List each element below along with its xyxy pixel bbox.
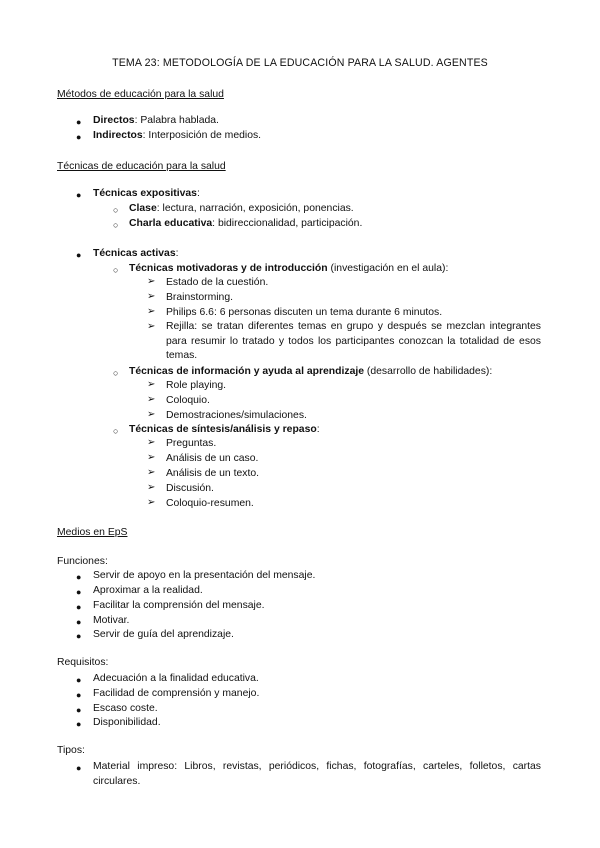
list-item: Brainstorming. (166, 292, 233, 303)
list-item: Coloquio-resumen. (166, 498, 254, 509)
list-item: Técnicas activas: (93, 248, 179, 259)
list-item: Aproximar a la realidad. (93, 585, 203, 596)
page-title: TEMA 23: METODOLOGÍA DE LA EDUCACIÓN PARA LA SALUD. AGENTES (112, 57, 488, 69)
circle-bullet-icon: ○ (113, 368, 119, 378)
list-item: Charla educativa: bidireccionalidad, participación. (129, 218, 363, 229)
arrow-bullet-icon: ➢ (147, 409, 156, 420)
list-item: Motivar. (93, 615, 130, 626)
list-item: Indirectos: Interposición de medios. (93, 130, 262, 141)
bullet-icon: ● (76, 190, 82, 200)
bullet-icon: ● (76, 631, 82, 641)
bullet-icon: ● (76, 132, 82, 142)
arrow-bullet-icon: ➢ (147, 306, 156, 317)
circle-bullet-icon: ○ (113, 220, 119, 230)
bullet-icon: ● (76, 617, 82, 627)
circle-bullet-icon: ○ (113, 426, 119, 436)
list-item: Servir de apoyo en la presentación del mensaje. (93, 570, 316, 581)
bullet-icon: ● (76, 602, 82, 612)
bullet-icon: ● (76, 690, 82, 700)
arrow-bullet-icon: ➢ (147, 394, 156, 405)
heading-tecnicas: Técnicas de educación para la salud (57, 161, 226, 172)
bullet-icon: ● (76, 572, 82, 582)
list-item: Técnicas motivadoras y de introducción (investigación en el aula): (129, 263, 449, 274)
list-item: Demostraciones/simulaciones. (166, 410, 307, 421)
list-item: Facilitar la comprensión del mensaje. (93, 600, 265, 611)
heading-metodos: Métodos de educación para la salud (57, 89, 224, 100)
bullet-icon: ● (76, 250, 82, 260)
list-item: Facilidad de comprensión y manejo. (93, 688, 260, 699)
list-item: Material impreso: Libros, revistas, periódicos, fichas, fotografías, carteles, folletos, cartas circulares. (93, 761, 541, 787)
heading-medios: Medios en EpS (57, 527, 128, 538)
list-item: Escaso coste. (93, 703, 158, 714)
list-item: Técnicas expositivas: (93, 188, 200, 199)
list-item: Adecuación a la finalidad educativa. (93, 673, 259, 684)
bullet-icon: ● (76, 587, 82, 597)
arrow-bullet-icon: ➢ (147, 437, 156, 448)
bullet-icon: ● (76, 117, 82, 127)
list-item: Philips 6.6: 6 personas discuten un tema durante 6 minutos. (166, 307, 443, 318)
list-item: Técnicas de información y ayuda al aprendizaje (desarrollo de habilidades): (129, 366, 493, 377)
bullet-icon: ● (76, 719, 82, 729)
list-item: Análisis de un caso. (166, 453, 259, 464)
circle-bullet-icon: ○ (113, 205, 119, 215)
arrow-bullet-icon: ➢ (147, 321, 156, 332)
label-tipos: Tipos: (57, 745, 85, 756)
arrow-bullet-icon: ➢ (147, 467, 156, 478)
list-item: Estado de la cuestión. (166, 277, 269, 288)
bullet-icon: ● (76, 705, 82, 715)
list-item: Servir de guía del aprendizaje. (93, 629, 234, 640)
list-item: Disponibilidad. (93, 717, 161, 728)
bullet-icon: ● (76, 763, 82, 773)
circle-bullet-icon: ○ (113, 265, 119, 275)
list-item: Rejilla: se tratan diferentes temas en grupo y después se mezclan integrantes para resumir lo tratado y todos los participantes conozcan la totalidad de esos temas. (166, 321, 541, 361)
label-requisitos: Requisitos: (57, 657, 109, 668)
list-item: Discusión. (166, 483, 214, 494)
arrow-bullet-icon: ➢ (147, 497, 156, 508)
arrow-bullet-icon: ➢ (147, 452, 156, 463)
arrow-bullet-icon: ➢ (147, 291, 156, 302)
list-item: Técnicas de síntesis/análisis y repaso: (129, 424, 320, 435)
list-item: Clase: lectura, narración, exposición, ponencias. (129, 203, 354, 214)
list-item: Preguntas. (166, 438, 217, 449)
list-item: Directos: Palabra hablada. (93, 115, 219, 126)
arrow-bullet-icon: ➢ (147, 482, 156, 493)
list-item: Coloquio. (166, 395, 210, 406)
arrow-bullet-icon: ➢ (147, 379, 156, 390)
arrow-bullet-icon: ➢ (147, 276, 156, 287)
list-item: Análisis de un texto. (166, 468, 259, 479)
label-funciones: Funciones: (57, 556, 108, 567)
bullet-icon: ● (76, 675, 82, 685)
list-item: Role playing. (166, 380, 227, 391)
